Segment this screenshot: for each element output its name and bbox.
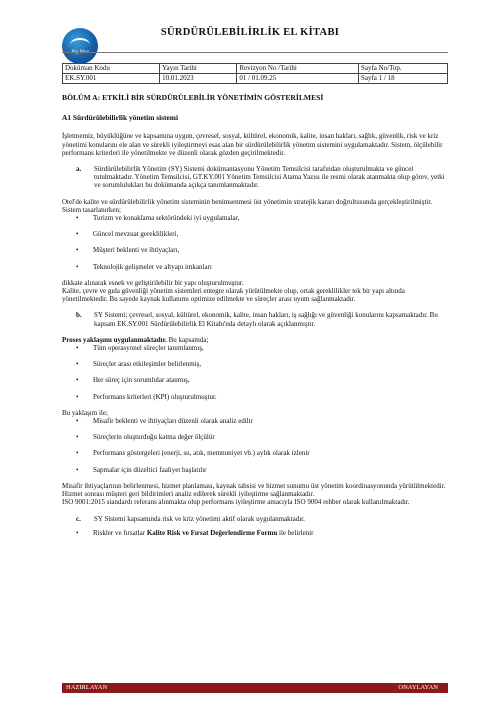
item-c-text: SY Sistemi kapsamında risk ve kriz yönetimi aktif olarak uygulanmaktadır. (94, 514, 305, 523)
footer-approved-by: ONAYLAYAN (398, 684, 438, 691)
meta-value-code: EK.SY.001 (63, 74, 160, 84)
meta-value-row (63, 74, 448, 84)
meta-label-date: Yayın Tarihi (160, 64, 237, 74)
intro-paragraph: İşletmemiz, büyüklüğüne ve kapsamına uygun, çevresel, sosyal, kültürel, ekonomik, kalite, insan hakları, sağlık, güvenlik, risk ve kriz yönetimi konularını ele alan ve sürekli iyileştirmeyi esas alan bir sürdürülebilirlik yönetim sistemini uygulamaktadır. Sistem, ölçülebilir performans kriterleri ile yönetilmekte ve düzenli olarak gözden geçirilmektedir. (62, 132, 443, 157)
section-heading: BÖLÜM A: ETKİLİ BİR SÜRDÜRÜLEBİLİR YÖNETİMİN GÖSTERİLMESİ (62, 93, 324, 102)
meta-value-revision: 01 / 01.09.25 (237, 74, 359, 84)
iso-paragraph: ISO 9001:2015 standardı referans alınmakta olup performans iyileştirme amacıyla ISO 9004 rehber olarak kullanılmaktadır. (62, 498, 410, 507)
meta-label-revision: Revizyon No /Tarihi (237, 64, 359, 74)
list-item: • Misafir beklenti ve ihtiyaçları düzenli olarak analiz edilir (76, 417, 253, 426)
list-item: • Riskler ve fırsatlar Kalite Risk ve Fırsat Değerlendirme Formu ile belirlenir (76, 528, 314, 537)
footer-bar (62, 683, 448, 693)
after-design-paragraph: dikkate alınarak esnek ve geliştirilebilir bir yapı oluşturulmuştur. (62, 278, 244, 287)
list-item: • Turizm ve konaklama sektöründeki iyi uygulamalar, (76, 214, 240, 223)
process-paragraph (62, 336, 448, 344)
process-bold: Proses yaklaşımı uygulanmaktadır. (62, 335, 167, 344)
document-title: SÜRDÜRÜLEBİLİRLİK EL KİTABI (160, 27, 340, 38)
item-c-marker: c. (76, 514, 81, 523)
item-b-text: SY Sistemi; çevresel, sosyal, kültürel, ekonomik, kalite, insan hakları, iş sağlığı ve güvenliği konularını kapsamaktadır. Bu kapsam EK.SY.001 Sürdürülebilirlik El Kitabı'nda detaylı olarak açıklanmıştır. (94, 311, 438, 328)
list-item: • Güncel mevzuat gereklilikleri, (76, 230, 179, 239)
otel-intro-paragraph: Otel'de kalite ve sürdürülebilirlik yönetim sisteminin benimsenmesi üst yönetimin stratejik kararı doğrultusunda gerçekleştirilmiştir. Sistem tasarlanırken; (62, 197, 433, 214)
header-divider (62, 52, 448, 53)
list-item: • Sapmalar için düzeltici faaliyet başlatılır (76, 465, 207, 474)
document-meta-table (62, 63, 448, 84)
subsection-heading: A1 Sürdürülebilirlik yönetim sistemi (62, 113, 178, 123)
list-item-a (62, 165, 448, 190)
approach-intro: Bu yaklaşım ile; (62, 408, 108, 417)
design-bullet-list (62, 214, 448, 271)
risk-bullet-list (62, 529, 448, 537)
list-item: • Müşteri beklenti ve ihtiyaçları, (76, 246, 180, 255)
integration-paragraph: Kalite, çevre ve gıda güvenliği yönetim sistemleri entegre olarak yürütülmekte olup, ortak gereklilikler tek bir yapı altında yönetilmektedir. Bu sayede kaynak kullanımı optimize edilmekte ve süreçler arası uyum sağlanmaktadır. (62, 287, 405, 304)
document-body (62, 94, 448, 537)
process-bullet-list (62, 344, 448, 401)
list-item-c (62, 515, 448, 523)
footer-prepared-by: HAZIRLAYAN (66, 684, 108, 691)
logo-text: Big Blue (71, 50, 89, 55)
list-item: • Her süreç için sorumlular atanmış, (76, 376, 190, 385)
item-a-marker: a. (76, 165, 82, 174)
risk-form-name: Kalite Risk ve Fırsat Değerlendirme Formu (146, 528, 278, 537)
meta-value-date: 10.01.2023 (160, 74, 237, 84)
list-item: • Performans kriterleri (KPI) oluşturulmuştur. (76, 392, 217, 401)
guest-needs-paragraph: Misafir ihtiyaçlarının belirlenmesi, hizmet planlaması, kaynak tahsisi ve hizmet sunumu üst yönetim koordinasyonunda yürütülmektedir. Hizmet sonrası müşteri geri bildirimleri analiz edilerek sürekli iyileştirme sağlanmaktadır. (62, 481, 446, 499)
item-b-marker: b. (76, 311, 82, 320)
list-item: • Teknolojik gelişmeler ve altyapı imkanları (76, 262, 212, 271)
meta-label-code: Doküman Kodu (63, 64, 160, 74)
list-item: • Performans göstergeleri (enerji, su, atık, memnuniyet vb.) aylık olarak izlenir (76, 449, 310, 458)
list-item: • Süreçlerin oluşturduğu katma değer ölçülür (76, 433, 215, 442)
process-rest: Bu kapsamda; (166, 335, 209, 344)
list-item-b (62, 311, 448, 327)
approach-bullet-list (62, 417, 448, 474)
meta-label-row (63, 64, 448, 74)
item-a-text: Sürdürülebilirlik Yönetim (SY) Sistemi dokümantasyonu Yönetim Temsilcisi tarafından oluşturulmakta ve güncel tutulmaktadır. Yönetim Temsilcisi, GT.KY.001 Yönetim Temsilcisi Atama Yazısı ile resmi olarak atanmakta olup görev, yetki ve sorumlulukları bu dokümanda açıkça tanımlanmaktadır. (94, 165, 445, 190)
list-item: • Tüm operasyonel süreçler tanımlanmış, (76, 344, 204, 353)
meta-label-page: Sayfa No/Top. (358, 64, 447, 74)
meta-value-page: Sayfa 1 / 18 (358, 74, 447, 84)
list-item: • Süreçler arası etkileşimler belirlenmiş, (76, 360, 202, 369)
